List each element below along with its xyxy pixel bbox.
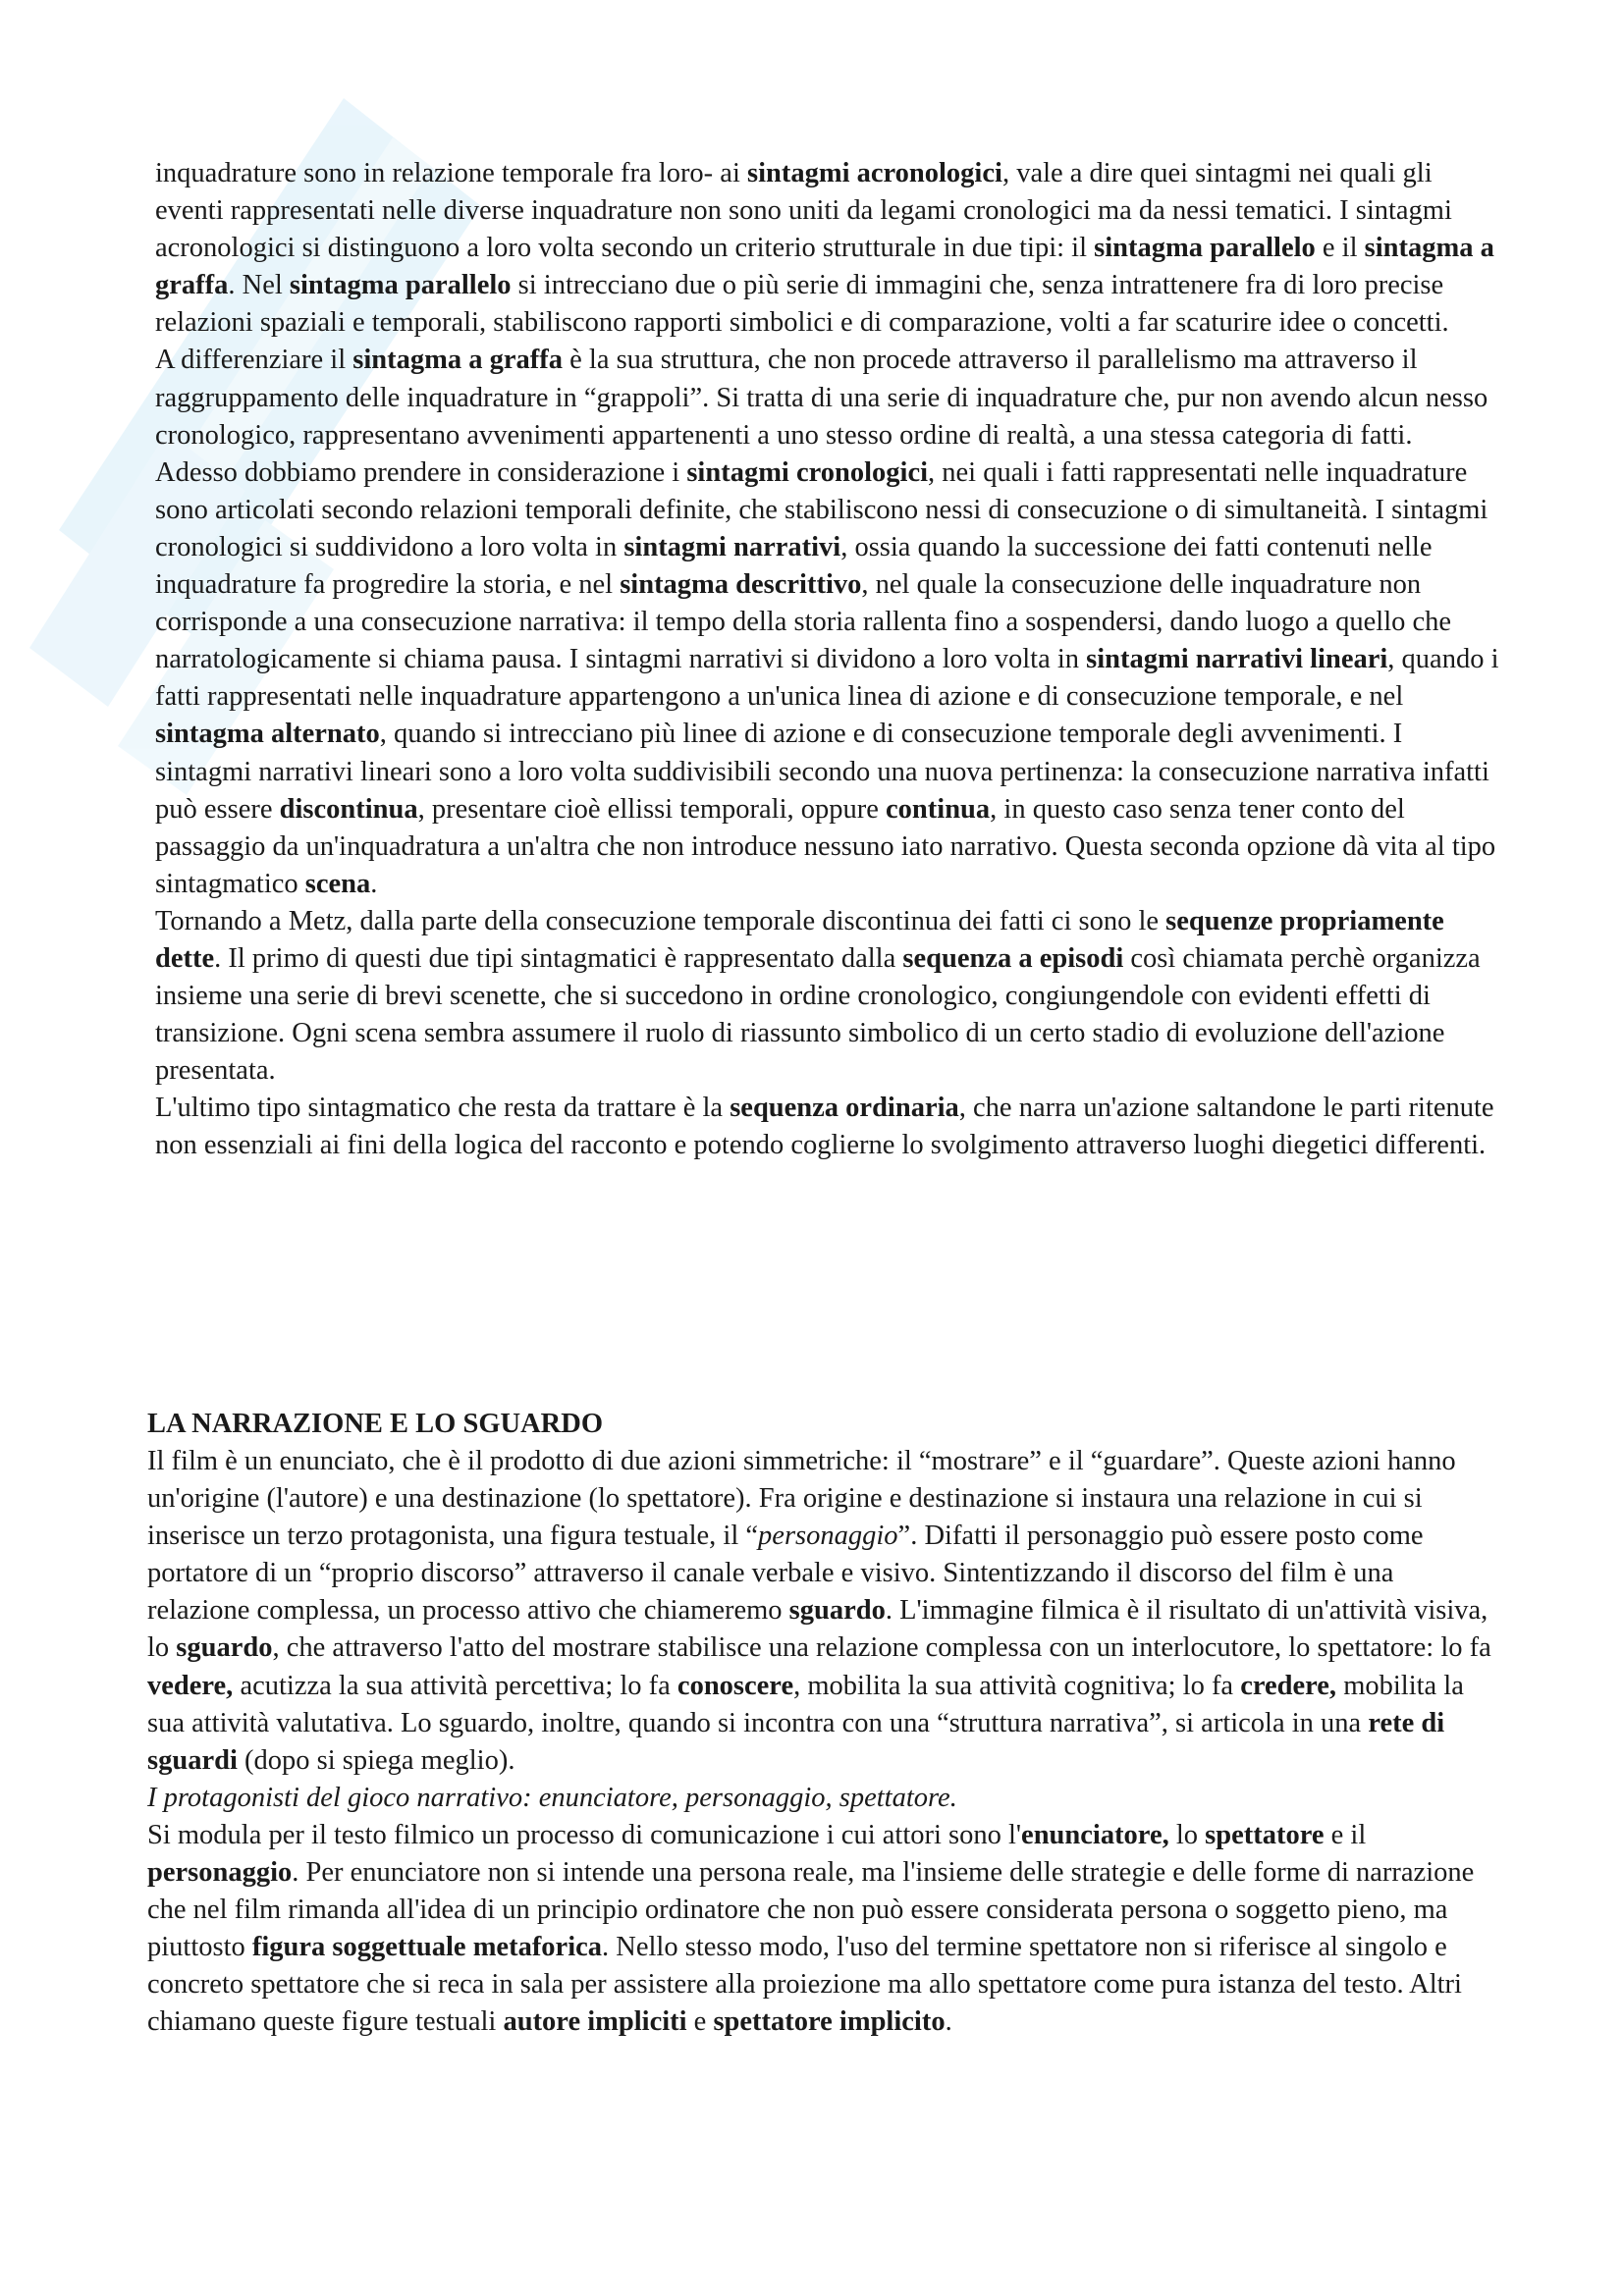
text-run: , nei quali i fatti rappresentati nelle inquadrature sono articolati secondo relazioni temporali definite, che stabiliscono nessi di consecuzione o di simultaneità. I sintagmi cronologici si suddividono a loro volta in	[155, 456, 1488, 562]
bold-term: sintagmi narrativi	[623, 531, 841, 562]
italic-term: personaggio	[758, 1521, 898, 1552]
bold-term: autore impliciti	[503, 2006, 687, 2038]
bold-term: figura soggettuale metaforica	[251, 1932, 603, 1963]
paragraph	[155, 903, 1500, 1090]
text-run: e	[686, 2006, 714, 2038]
section-heading: LA NARRAZIONE E LO SGUARDO	[147, 1409, 603, 1439]
text-run: . Nello stesso modo, l'uso del termine spettatore non si riferisce al singolo e concreto spettatore che si reca in sala per assistere alla proiezione ma allo spettatore come pura istanza del testo. Altri chiamano queste figure testuali	[147, 1932, 1462, 2038]
paragraph	[155, 1090, 1500, 1164]
bold-term: vedere,	[147, 1670, 234, 1701]
text-run: , che attraverso l'atto del mostrare stabilisce una relazione complessa con un interlocutore, lo spettatore: lo fa	[272, 1632, 1491, 1664]
text-run: mobilita la sua attività valutativa. Lo sguardo, inoltre, quando si incontra con una “struttura narrativa”, si articola in una	[147, 1670, 1464, 1738]
text-run: Tornando a Metz, dalla parte della consecuzione temporale discontinua dei fatti ci sono le	[155, 905, 1166, 936]
bold-term: sintagma descrittivo	[620, 569, 862, 601]
text-run: , in questo caso senza tener conto del passaggio da un'inquadratura a un'altra che non introduce nessuno iato narrativo. Questa seconda opzione dà vita al tipo sintagmatico	[155, 793, 1496, 899]
bold-term: sequenza ordinaria	[730, 1093, 959, 1124]
bold-term: sguardo	[788, 1595, 886, 1627]
italic-subtitle: I protagonisti del gioco narrativo: enunciatore, personaggio, spettatore.	[147, 1782, 957, 1813]
paragraph	[147, 1443, 1502, 1780]
section-narrazione	[147, 1443, 1502, 2042]
text-run: , mobilita la sua attività cognitiva; lo fa	[793, 1670, 1241, 1701]
paragraph	[155, 454, 1500, 903]
text-run: così chiamata perchè organizza insieme una serie di brevi scenette, che si succedono in ordine cronologico, congiungendole con evidenti effetti di transizione. Ogni scena sembra assumere il ruolo di riassunto simbolico di un certo stadio di evoluzione dell'azione presentata.	[155, 942, 1481, 1087]
bold-term: discontinua	[279, 793, 418, 825]
text-run: A differenziare il	[155, 345, 353, 376]
text-run: . Per enunciatore non si intende una persona reale, ma l'insieme delle strategie e delle forme di narrazione che nel film rimanda all'idea di un principio ordinatore che non può essere considerata persona o soggetto pieno, ma piuttosto	[147, 1857, 1475, 1963]
text-run: , vale a dire quei sintagmi nei quali gli eventi rappresentati nelle diverse inquadrature non sono uniti da legami cronologici ma da nessi tematici. I sintagmi acronologici si distinguono a loro volta secondo un criterio strutturale in due tipi: il	[155, 158, 1452, 264]
text-run: Adesso dobbiamo prendere in considerazione i	[155, 456, 687, 488]
paragraph	[155, 155, 1500, 342]
section-sintagmi	[155, 155, 1500, 1165]
text-run: acutizza la sua attività percettiva; lo fa	[233, 1670, 677, 1701]
bold-term: credere,	[1240, 1670, 1337, 1701]
text-run: , ossia quando la successione dei fatti contenuti nelle inquadrature fa progredire la storia, e nel	[155, 531, 1433, 601]
bold-term: sequenza a episodi	[902, 942, 1124, 974]
text-run: , presentare cioè ellissi temporali, oppure	[417, 793, 887, 825]
bold-term: rete di sguardi	[147, 1707, 1445, 1776]
bold-term: spettatore	[1205, 1819, 1325, 1850]
bold-term: sintagmi narrativi lineari	[1086, 644, 1388, 675]
bold-term: sguardo	[176, 1632, 273, 1664]
text-run: si intrecciano due o più serie di immagini che, senza intrattenere fra di loro precise relazioni spaziali e temporali, stabiliscono rapporti simbolici e di comparazione, volti a far scaturire idee o concetti.	[155, 270, 1449, 339]
text-run: , quando si intrecciano più linee di azione e di consecuzione temporale degli avvenimenti. I sintagmi narrativi lineari sono a loro volta suddivisibili secondo una nuova pertinenza: la consecuzione narrativa infatti può essere	[155, 719, 1489, 825]
bold-term: sintagma a graffa	[155, 233, 1494, 301]
text-run: . L'immagine filmica è il risultato di un'attività visiva, lo	[147, 1595, 1488, 1664]
paragraph	[155, 342, 1500, 454]
text-run: inquadrature sono in relazione temporale fra loro- ai	[155, 158, 747, 188]
text-run: (dopo si spiega meglio).	[237, 1744, 515, 1776]
text-run: ”. Difatti il personaggio può essere posto come portatore di un “proprio discorso” attraverso il canale verbale e visivo. Sintentizzando il discorso del film è una relazione complessa, un processo attivo che chiameremo	[147, 1521, 1424, 1627]
bold-term: sintagma parallelo	[289, 270, 512, 301]
paragraph	[147, 1817, 1502, 2042]
text-run: e il	[1324, 1819, 1367, 1850]
text-run: , nel quale la consecuzione delle inquadrature non corrisponde a una consecuzione narrativa: il tempo della storia rallenta fino a sospendersi, dando luogo a quello che narratologicamente si chiama pausa. I sintagmi narrativi si dividono a loro volta in	[155, 569, 1452, 675]
text-run: , quando i fatti rappresentati nelle inquadrature appartengono a un'unica linea di azione e di consecuzione temporale, e nel	[155, 644, 1499, 713]
text-run: . Il primo di questi due tipi sintagmatici è rappresentato dalla	[214, 942, 903, 974]
text-run: L'ultimo tipo sintagmatico che resta da trattare è la	[155, 1093, 730, 1124]
bold-term: enunciatore,	[1021, 1819, 1169, 1850]
text-run: .	[945, 2006, 952, 2038]
bold-term: sintagma a graffa	[352, 345, 563, 376]
text-run: lo	[1168, 1819, 1206, 1850]
bold-term: sintagma alternato	[155, 719, 380, 750]
bold-term: sintagmi acronologici	[747, 158, 1002, 188]
subtitle	[147, 1780, 1502, 1817]
text-run: . Nel	[228, 270, 290, 301]
text-run: , che narra un'azione saltandone le parti ritenute non essenziali ai fini della logica del racconto e potendo coglierne lo svolgimento attraverso luoghi diegetici differenti.	[155, 1093, 1494, 1161]
text-run: .	[370, 868, 378, 899]
bold-term: sintagmi cronologici	[686, 456, 929, 488]
text-run: e il	[1315, 233, 1365, 264]
bold-term: personaggio	[147, 1857, 293, 1889]
text-run: è la sua struttura, che non procede attraverso il parallelismo ma attraverso il raggruppamento delle inquadrature in “grappoli”. Si tratta di una serie di inquadrature che, pur non avendo alcun nesso cronologico, rappresentano avvenimenti appartenenti a uno stesso ordine di realtà, a una stessa categoria di fatti.	[155, 345, 1488, 451]
bold-term: continua	[886, 793, 991, 825]
bold-term: sintagma parallelo	[1094, 233, 1316, 264]
bold-term: scena	[304, 868, 371, 899]
bold-term: sequenze propriamente dette	[155, 905, 1444, 974]
bold-term: conoscere	[676, 1670, 794, 1701]
bold-term: spettatore implicito	[713, 2006, 946, 2038]
text-run: Si modula per il testo filmico un processo di comunicazione i cui attori sono l'	[147, 1819, 1022, 1850]
text-run: Il film è un enunciato, che è il prodotto di due azioni simmetriche: il “mostrare” e il “guardare”. Queste azioni hanno un'origine (l'autore) e una destinazione (lo spettatore). Fra origine e destinazione si instaura una relazione in cui si inserisce un terzo protagonista, una figura testuale, il “	[147, 1446, 1456, 1552]
